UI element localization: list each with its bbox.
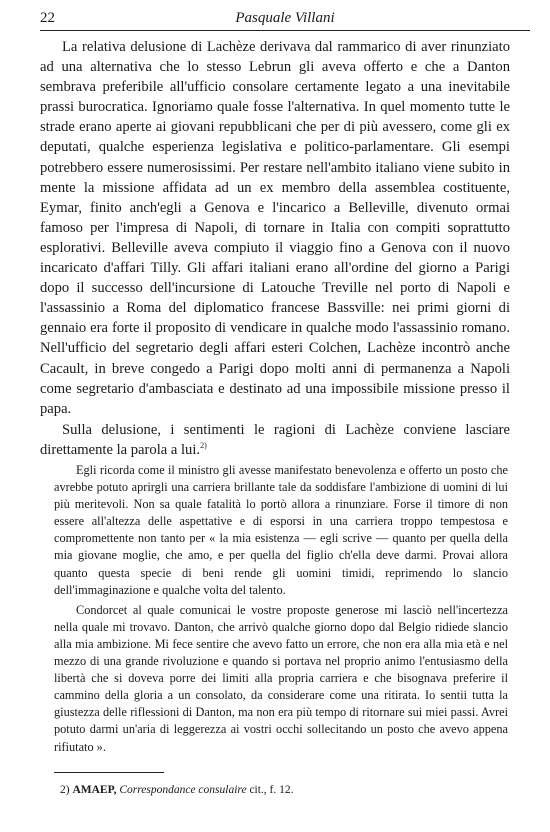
main-paragraph: La relativa delusione di Lachèze derivava dal rammarico di aver rinunziato ad una alternativa che lo stesso Lebrun gli aveva offerto e che a Danton sembrava preferibile all'ufficio consolare certamente legato a una inevitabile prassi burocratica. Ignoriamo quale fosse l'alternativa. In quel momento tutte le strade erano aperte ai giovani repubblicani che per di più avessero, come gli ex deputati, qualche esperienza legislativa e politico-parlamentare. Gli esempi potrebbero essere numerosissimi. Per restare nell'ambito italiano viene subito in mente la missione affidata ad un ex membro della assemblea costituente, Eymar, finito anch'egli a Genova e l'incarico a Belleville, divenuto ormai famoso per l'impresa di Napoli, di tornare in Italia con compiti soprattutto esplorativi. Belleville aveva compiuto il viaggio fino a Genova con il nuovo incaricato d'affari Tilly. Gli affari italiani erano all'ordine del giorno a Parigi dopo il successo dell'incursione di Latouche Treville nel porto di Napoli e l'assassinio a Roma del diplomatico francese Bassville: nei primi giorni di gennaio era forte il proposito di vendicare in qualche modo l'assassinio romano. Nell'ufficio del segretario degli affari esteri Colchen, Lachèze incontrò anche Cacault, in breve congedo a Parigi dopo molti anni di permanenza a Napoli come segretario d'ambasciata e destinato ad una impossibile missione presso il papa. [40,39,510,417]
page-number: 22 [40,10,55,26]
header-rule [40,30,530,31]
footnote-source: AMAEP, [72,784,117,796]
page-header [40,6,530,28]
footnote-rule [54,772,164,773]
footnote-title: Correspondance consulaire [119,784,247,796]
block-quote [54,462,508,756]
footnote-rest: cit., f. 12. [249,784,294,796]
footnote [60,784,294,796]
footnote-marker: 2) [60,784,70,796]
main-text [40,37,510,460]
quote-paragraph: Condorcet al quale comunicai le vostre proposte generose mi lasciò nell'incertezza nella quale mi trovavo. Danton, che arrivò qualche giorno dopo dal Belgio ridiede slancio alla mia ambizione. Mi fece sentire che avevo fatto un errore, che non era alla mia età e nel mezzo di una grande rivoluzione e quando si portava nel proprio animo l'entusiasmo della libertà che si doveva porre dei limiti alla propria carriera e che bisognava preferire il cammino della gloria a un consolato, da considerare come una ritirata. Io sentii tutta la giustezza delle riflessioni di Danton, ma non era più tempo di ritornare sui miei passi. Avrei potuto darmi un'aria di leggerezza ai vostri occhi sollecitando un posto che avevo appena rifiutato ». [54,602,508,754]
footnote-reference: 2) [200,441,207,451]
quote-paragraph: Egli ricorda come il ministro gli avesse manifestato benevolenza e offerto un posto che avrebbe potuto aprirgli una carriera brillante tale da soddisfare l'ambizione di uomini di lui più meritevoli. Non sa quale fatalità lo portò allora a rinunziare. Forse il timore di non essere all'altezza delle aspettative e di esporsi in una carriera troppo tempestosa e compromettente non tanto per « la mia esistenza — egli scrive — quanto per quella della mia giovane moglie, che amo, e per quella del figlio ch'ella deve darmi. Provai allora quanto questa specie di beni rende gli uomini timidi, reprimendo lo slancio dell'immaginazione e qualche volta del talento. [54,463,508,597]
running-head: Pasquale Villani [235,10,335,26]
main-paragraph-text: Sulla delusione, i sentimenti le ragioni di Lachèze conviene lasciare direttamente la parola a lui. [40,421,510,458]
main-paragraph [40,420,510,460]
